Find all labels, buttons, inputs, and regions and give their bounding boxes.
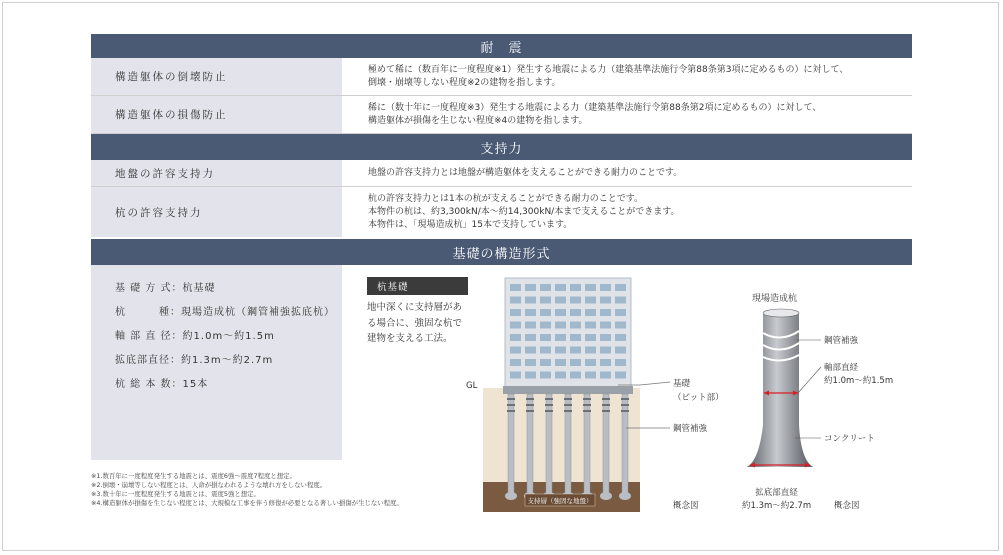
building-window <box>555 322 566 329</box>
building-window <box>555 309 566 316</box>
building-window <box>615 334 626 341</box>
diagram-caption: 概念図 <box>834 501 860 511</box>
building-window <box>615 309 626 316</box>
building-window <box>600 334 611 341</box>
footnote: ※2.倒壊・崩壊等しない程度とは、人命が損なわれるような壊れ方をしない程度。 <box>91 481 327 489</box>
pile <box>508 394 514 496</box>
pile <box>527 394 533 496</box>
building-window <box>570 372 581 379</box>
leader-line <box>798 367 821 393</box>
row-description <box>368 58 908 95</box>
building-window <box>570 297 581 304</box>
building-window <box>510 372 521 379</box>
footnote: ※4.構造躯体が損傷を生じない程度とは、大規模な工事を伴う修復が必要となる著しい損傷が生じない程度。 <box>91 499 403 507</box>
description-line: 建物を支える工法。 <box>367 333 453 344</box>
leader-line <box>618 382 670 385</box>
table-row <box>91 96 912 134</box>
building-window <box>510 322 521 329</box>
tag-description <box>367 300 477 347</box>
building-window <box>510 309 521 316</box>
cast-pile-diagram <box>735 305 825 490</box>
building-window <box>555 372 566 379</box>
building-window <box>525 309 536 316</box>
building-window <box>600 309 611 316</box>
pile-steel-band <box>583 398 591 400</box>
building-window <box>615 322 626 329</box>
building-window <box>600 347 611 354</box>
building-window <box>570 347 581 354</box>
pile-steel-band <box>545 398 553 400</box>
label-line: 基礎 <box>673 379 691 389</box>
building-window <box>585 297 596 304</box>
cast-pile-title: 現場造成杭 <box>752 294 798 304</box>
spec-line: 拡底部直径：約1.3m～約2.7m <box>115 355 274 366</box>
spec-line: 杭 総 本 数：15本 <box>115 379 209 390</box>
table-row <box>91 58 912 96</box>
row-label: 地盤の許容支持力 <box>91 160 342 186</box>
building-window <box>585 372 596 379</box>
building-window <box>525 347 536 354</box>
pile-body <box>747 313 813 467</box>
footnote: ※1.数百年に一度程度発生する地震とは、震度6強～震度7程度と想定。 <box>91 472 296 480</box>
description-line: 倒壊・崩壊等しない程度※2の建物を指します。 <box>368 77 561 88</box>
building-window <box>510 297 521 304</box>
footnote: ※3.数十年に一度程度発生する地震とは、震度5強と想定。 <box>91 490 260 498</box>
building-window <box>615 347 626 354</box>
section-header-bearing <box>91 134 912 160</box>
building-window <box>510 284 521 291</box>
pile-steel-band <box>507 398 515 400</box>
building-window <box>600 359 611 366</box>
pile <box>546 394 552 496</box>
building-window <box>600 322 611 329</box>
building-window <box>570 322 581 329</box>
pile-steel-band <box>564 404 572 406</box>
building-window <box>585 347 596 354</box>
pile-steel-band <box>583 410 591 412</box>
row-description <box>368 96 908 133</box>
building-window <box>585 334 596 341</box>
label-line: （ピット部） <box>673 393 724 403</box>
building-window <box>570 284 581 291</box>
building-window <box>540 284 551 291</box>
building-window <box>510 347 521 354</box>
building-window <box>585 284 596 291</box>
building-window <box>555 334 566 341</box>
building-window <box>585 359 596 366</box>
row-label: 構造躯体の倒壊防止 <box>91 58 342 95</box>
pile-steel-band <box>526 404 534 406</box>
building-window <box>525 284 536 291</box>
section-title: 基礎の構造形式 <box>452 246 551 262</box>
foundation-pit-label <box>673 377 724 405</box>
label-line: 軸部直経 <box>824 363 859 373</box>
gl-label: GL <box>466 381 478 391</box>
building-window <box>615 297 626 304</box>
building-window <box>570 334 581 341</box>
pile-base <box>600 492 612 500</box>
description-line: 構造躯体が損傷を生じない程度※4の建物を指します。 <box>368 115 588 126</box>
description-line: 本物件は、「現場造成杭」15本で支持しています。 <box>368 219 573 230</box>
section-title: 支持力 <box>480 141 523 157</box>
pile <box>584 394 590 496</box>
table-row <box>91 187 912 237</box>
pile-base <box>619 492 631 500</box>
diagram-caption: 概念図 <box>673 501 699 511</box>
pile <box>565 394 571 496</box>
pile-steel-band <box>564 410 572 412</box>
description-line: 杭の許容支持力とは1本の杭が支えることができる耐力のことです。 <box>368 193 644 204</box>
pile-steel-band <box>507 404 515 406</box>
building-window <box>555 284 566 291</box>
description-line: る場合に、強固な杭で <box>367 317 463 329</box>
pile-steel-band <box>507 410 515 412</box>
building-window <box>510 334 521 341</box>
row-label: 杭の許容支持力 <box>91 187 342 237</box>
label-line: 拡底部直経 <box>755 488 798 498</box>
label-line: 約1.0m～約1.5m <box>824 376 894 386</box>
description-line: 地盤の許容支持力とは地盤が構造躯体を支えることができる耐力のことです。 <box>368 167 683 178</box>
spec-line: 杭 種：現場造成杭（鋼管補強拡底杭） <box>115 307 335 318</box>
description-line: 地中深くに支持層があ <box>367 302 463 313</box>
building-window <box>600 284 611 291</box>
pile-steel-band <box>564 398 572 400</box>
pile-steel-band <box>545 410 553 412</box>
building-window <box>540 347 551 354</box>
section-title: 耐 震 <box>480 40 523 56</box>
description-line: 稀に（数十年に一度程度※3）発生する地震による力（建築基準法施行令第88条第2項に定めるもの）に対して、 <box>368 102 822 113</box>
building-window <box>585 309 596 316</box>
cast-steel-pipe-label: 鋼管補強 <box>824 336 859 346</box>
row-label: 構造躯体の損傷防止 <box>91 96 342 133</box>
building-window <box>525 372 536 379</box>
shaft-diameter-label <box>824 362 893 388</box>
building-window <box>510 359 521 366</box>
pile-steel-band <box>526 398 534 400</box>
building-window <box>540 372 551 379</box>
pile-base <box>505 492 517 500</box>
building-window <box>555 359 566 366</box>
building-window <box>525 297 536 304</box>
building-window <box>540 322 551 329</box>
building-window <box>540 309 551 316</box>
description-line: 本物件の杭は、約3,300kN/本～約14,300kN/本まで支えることができます。 <box>368 206 680 217</box>
pile-top <box>763 309 799 317</box>
pile-steel-band <box>526 410 534 412</box>
row-description <box>368 160 908 186</box>
steel-pipe-label: 鋼管補強 <box>673 424 708 434</box>
description-line: 極めて稀に（数百年に一度程度※1）発生する地震による力（建築基準法施行令第88条第3項に定めるもの）に対して、 <box>368 64 849 75</box>
building-window <box>585 322 596 329</box>
building-window <box>540 334 551 341</box>
building-window <box>555 297 566 304</box>
label-line: 約1.3m～約2.7m <box>742 501 812 511</box>
section-header-foundation <box>91 239 912 265</box>
bearing-layer-label: 支持層（強固な地盤） <box>527 497 593 505</box>
pile-steel-band <box>545 404 553 406</box>
concrete-label: コンクリート <box>824 434 875 444</box>
building-window <box>525 359 536 366</box>
spec-line: 軸 部 直 径：約1.0m～約1.5m <box>115 331 275 342</box>
section-header-seismic <box>91 34 912 58</box>
building-window <box>600 297 611 304</box>
building-window <box>525 334 536 341</box>
table-row <box>91 160 912 187</box>
base-diameter-label <box>742 487 811 513</box>
spec-line: 基 礎 方 式：杭基礎 <box>115 283 216 294</box>
building-window <box>525 322 536 329</box>
pile-steel-band <box>583 404 591 406</box>
building-window <box>555 347 566 354</box>
building-window <box>570 359 581 366</box>
building-window <box>570 309 581 316</box>
leader-lines <box>600 370 680 440</box>
row-description <box>368 187 908 237</box>
building-window <box>615 284 626 291</box>
pile-foundation-tag: 杭基礎 <box>367 277 468 295</box>
building-window <box>540 359 551 366</box>
building-window <box>615 359 626 366</box>
building-window <box>540 297 551 304</box>
